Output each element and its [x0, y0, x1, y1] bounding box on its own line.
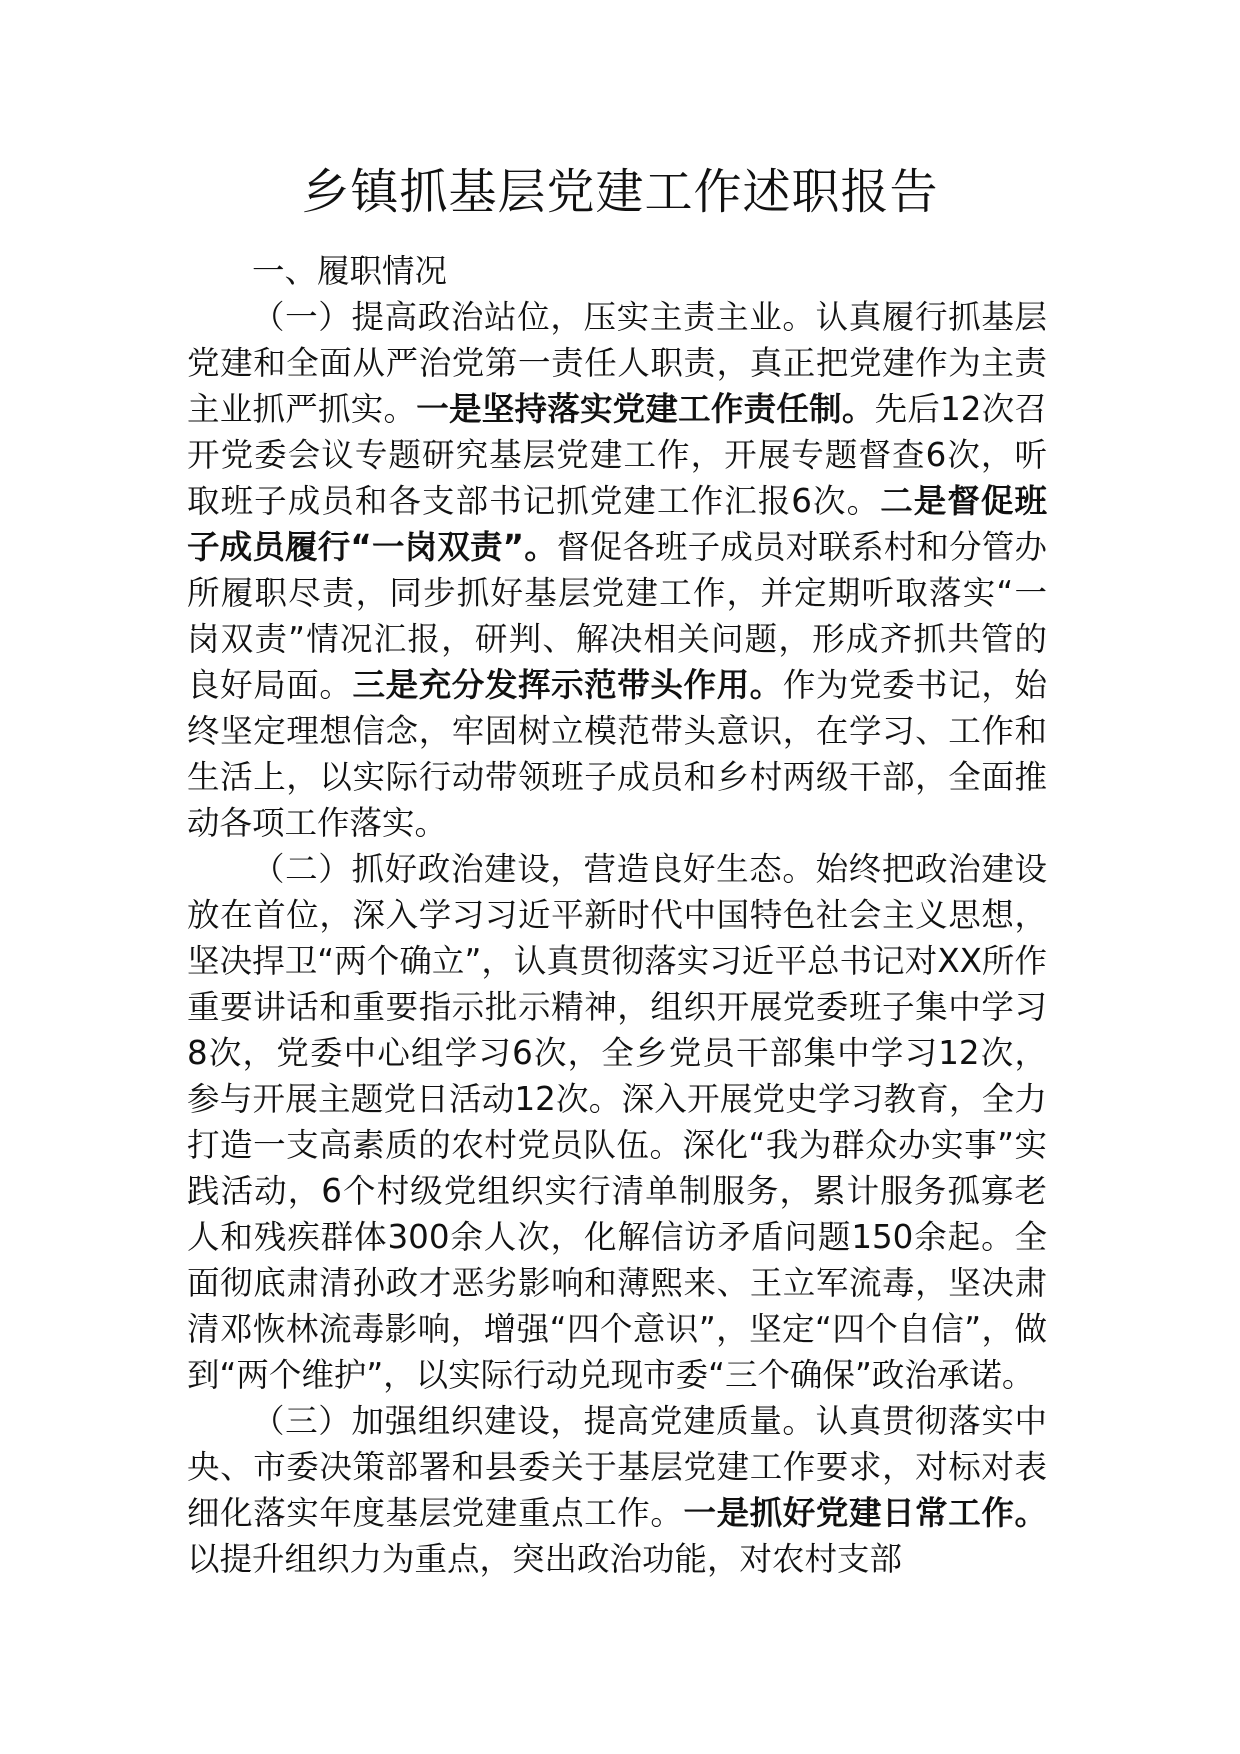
- paragraph-1-lead: （一）提高政治站位，压实主责主业。认真履行抓基层党建和全面从严治党第一责任人职责，真正把党建作为主责主业抓严抓实。: [187, 298, 1047, 428]
- paragraph-1: [187, 294, 1047, 846]
- paragraph-1-point-1: 一是坚持落实党建工作责任制。: [416, 390, 875, 428]
- document-body: [187, 248, 1047, 1582]
- paragraph-3: [187, 1398, 1047, 1582]
- paragraph-1-point-1-text: 先后12次召开党委会议专题研究基层党建工作，开展专题督查6次，听取班子成员和各支部书记抓党建工作汇报6次。: [187, 390, 1047, 520]
- document-title: 乡镇抓基层党建工作述职报告: [301, 164, 939, 220]
- paragraph-1-point-2-text: 督促各班子成员对联系村和分管办所履职尽责，同步抓好基层党建工作，并定期听取落实“一岗双责”情况汇报，研判、解决相关问题，形成齐抓共管的良好局面。: [187, 528, 1047, 704]
- paragraph-1-point-2: 二是督促班子成员履行“一岗双责”。: [187, 482, 1047, 566]
- paragraph-3-point-1-text: 以提升组织力为重点，突出政治功能，对农村支部: [187, 1540, 903, 1578]
- paragraph-2: （二）抓好政治建设，营造良好生态。始终把政治建设放在首位，深入学习习近平新时代中国特色社会主义思想，坚决捍卫“两个确立”，认真贯彻落实习近平总书记对XX所作重要讲话和重要指示批示精神，组织开展党委班子集中学习8次，党委中心组学习6次，全乡党员干部集中学习12次，参与开展主题党日活动12次。深入开展党史学习教育，全力打造一支高素质的农村党员队伍。深化“我为群众办实事”实践活动，6个村级党组织实行清单制服务，累计服务孤寡老人和残疾群体300余人次，化解信访矛盾问题150余起。全面彻底肃清孙政才恶劣影响和薄熙来、王立军流毒，坚决肃清邓恢林流毒影响，增强“四个意识”，坚定“四个自信”，做到“两个维护”，以实际行动兑现市委“三个确保”政治承诺。: [187, 850, 1047, 1394]
- section-heading: 一、履职情况: [252, 252, 448, 290]
- paragraph-1-point-3: 三是充分发挥示范带头作用。: [352, 666, 783, 704]
- paragraph-1-point-3-text: 作为党委书记，始终坚定理想信念，牢固树立模范带头意识，在学习、工作和生活上，以实际行动带领班子成员和乡村两级干部，全面推动各项工作落实。: [187, 666, 1047, 842]
- paragraph-3-lead: （三）加强组织建设，提高党建质量。认真贯彻落实中央、市委决策部署和县委关于基层党建工作要求，对标对表细化落实年度基层党建重点工作。: [187, 1402, 1047, 1532]
- paragraph-3-point-1: 一是抓好党建日常工作。: [683, 1494, 1047, 1532]
